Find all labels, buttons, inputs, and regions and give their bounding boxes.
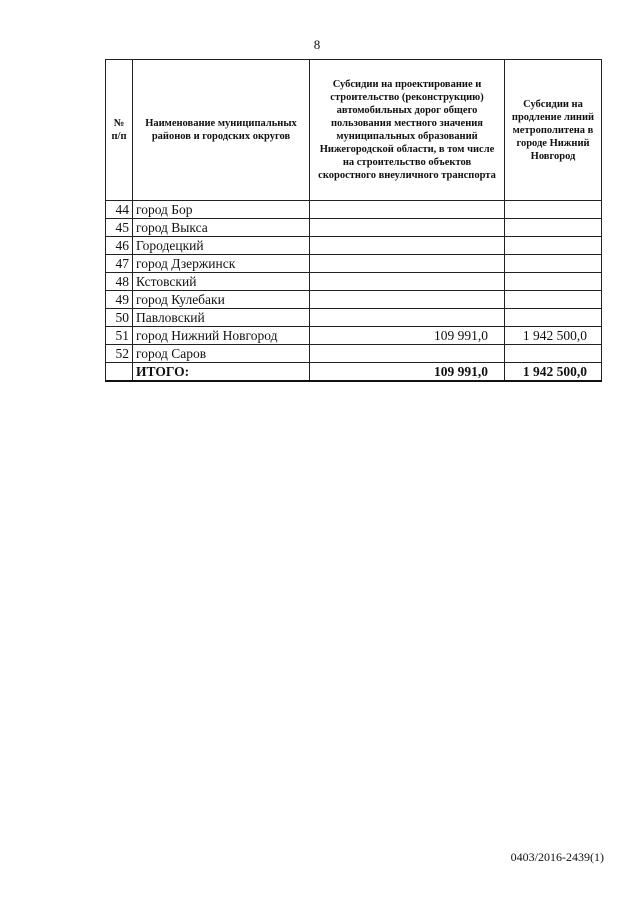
total-label: ИТОГО: [133,363,310,382]
row-subsidy-metro [505,201,602,219]
row-name: город Выкса [133,219,310,237]
table-row [106,237,602,255]
total-subsidy-roads: 109 991,0 [310,363,505,382]
row-subsidy-metro [505,309,602,327]
row-number: 44 [106,201,133,219]
row-number: 45 [106,219,133,237]
row-subsidy-roads [310,255,505,273]
row-subsidy-roads [310,219,505,237]
total-subsidy-metro: 1 942 500,0 [505,363,602,382]
header-subsidy-roads: Субсидии на проектирование и строительство (реконструкцию) автомобильных дорог общего пользования местного значения муниципальных образований Нижегородской области, в том числе на строительство объектов скоростного внеуличного транспорта [310,60,505,201]
row-name: Кстовский [133,273,310,291]
table-row [106,309,602,327]
row-subsidy-metro [505,237,602,255]
row-subsidy-roads [310,237,505,255]
row-name: Городецкий [133,237,310,255]
page-number: 8 [313,37,321,52]
row-subsidy-metro [505,291,602,309]
table-row [106,345,602,363]
row-subsidy-metro [505,345,602,363]
row-number: 49 [106,291,133,309]
row-subsidy-roads [310,201,505,219]
total-num-cell [106,363,133,382]
row-subsidy-metro [505,219,602,237]
row-number: 47 [106,255,133,273]
header-num: № п/п [106,60,133,201]
document-code: 0403/2016-2439(1) [510,850,604,864]
row-number: 50 [106,309,133,327]
total-row [106,363,602,382]
table-row [106,255,602,273]
row-name: город Дзержинск [133,255,310,273]
row-name: город Нижний Новгород [133,327,310,345]
header-subsidy-metro: Субсидии на продление линий метрополитена в городе Нижний Новгород [505,60,602,201]
table-row [106,291,602,309]
row-subsidy-metro [505,273,602,291]
row-name: Павловский [133,309,310,327]
table-row [106,327,602,345]
subsidy-table [105,59,602,382]
row-subsidy-roads [310,291,505,309]
row-number: 48 [106,273,133,291]
row-subsidy-roads [310,309,505,327]
row-name: город Саров [133,345,310,363]
row-number: 46 [106,237,133,255]
table-body [106,201,602,382]
table-row [106,219,602,237]
row-subsidy-roads [310,345,505,363]
row-name: город Кулебаки [133,291,310,309]
row-subsidy-roads [310,273,505,291]
table-row [106,273,602,291]
row-number: 52 [106,345,133,363]
table-row [106,201,602,219]
row-number: 51 [106,327,133,345]
header-name: Наименование муниципальных районов и городских округов [133,60,310,201]
row-subsidy-metro [505,255,602,273]
row-subsidy-metro: 1 942 500,0 [505,327,602,345]
row-name: город Бор [133,201,310,219]
row-subsidy-roads: 109 991,0 [310,327,505,345]
